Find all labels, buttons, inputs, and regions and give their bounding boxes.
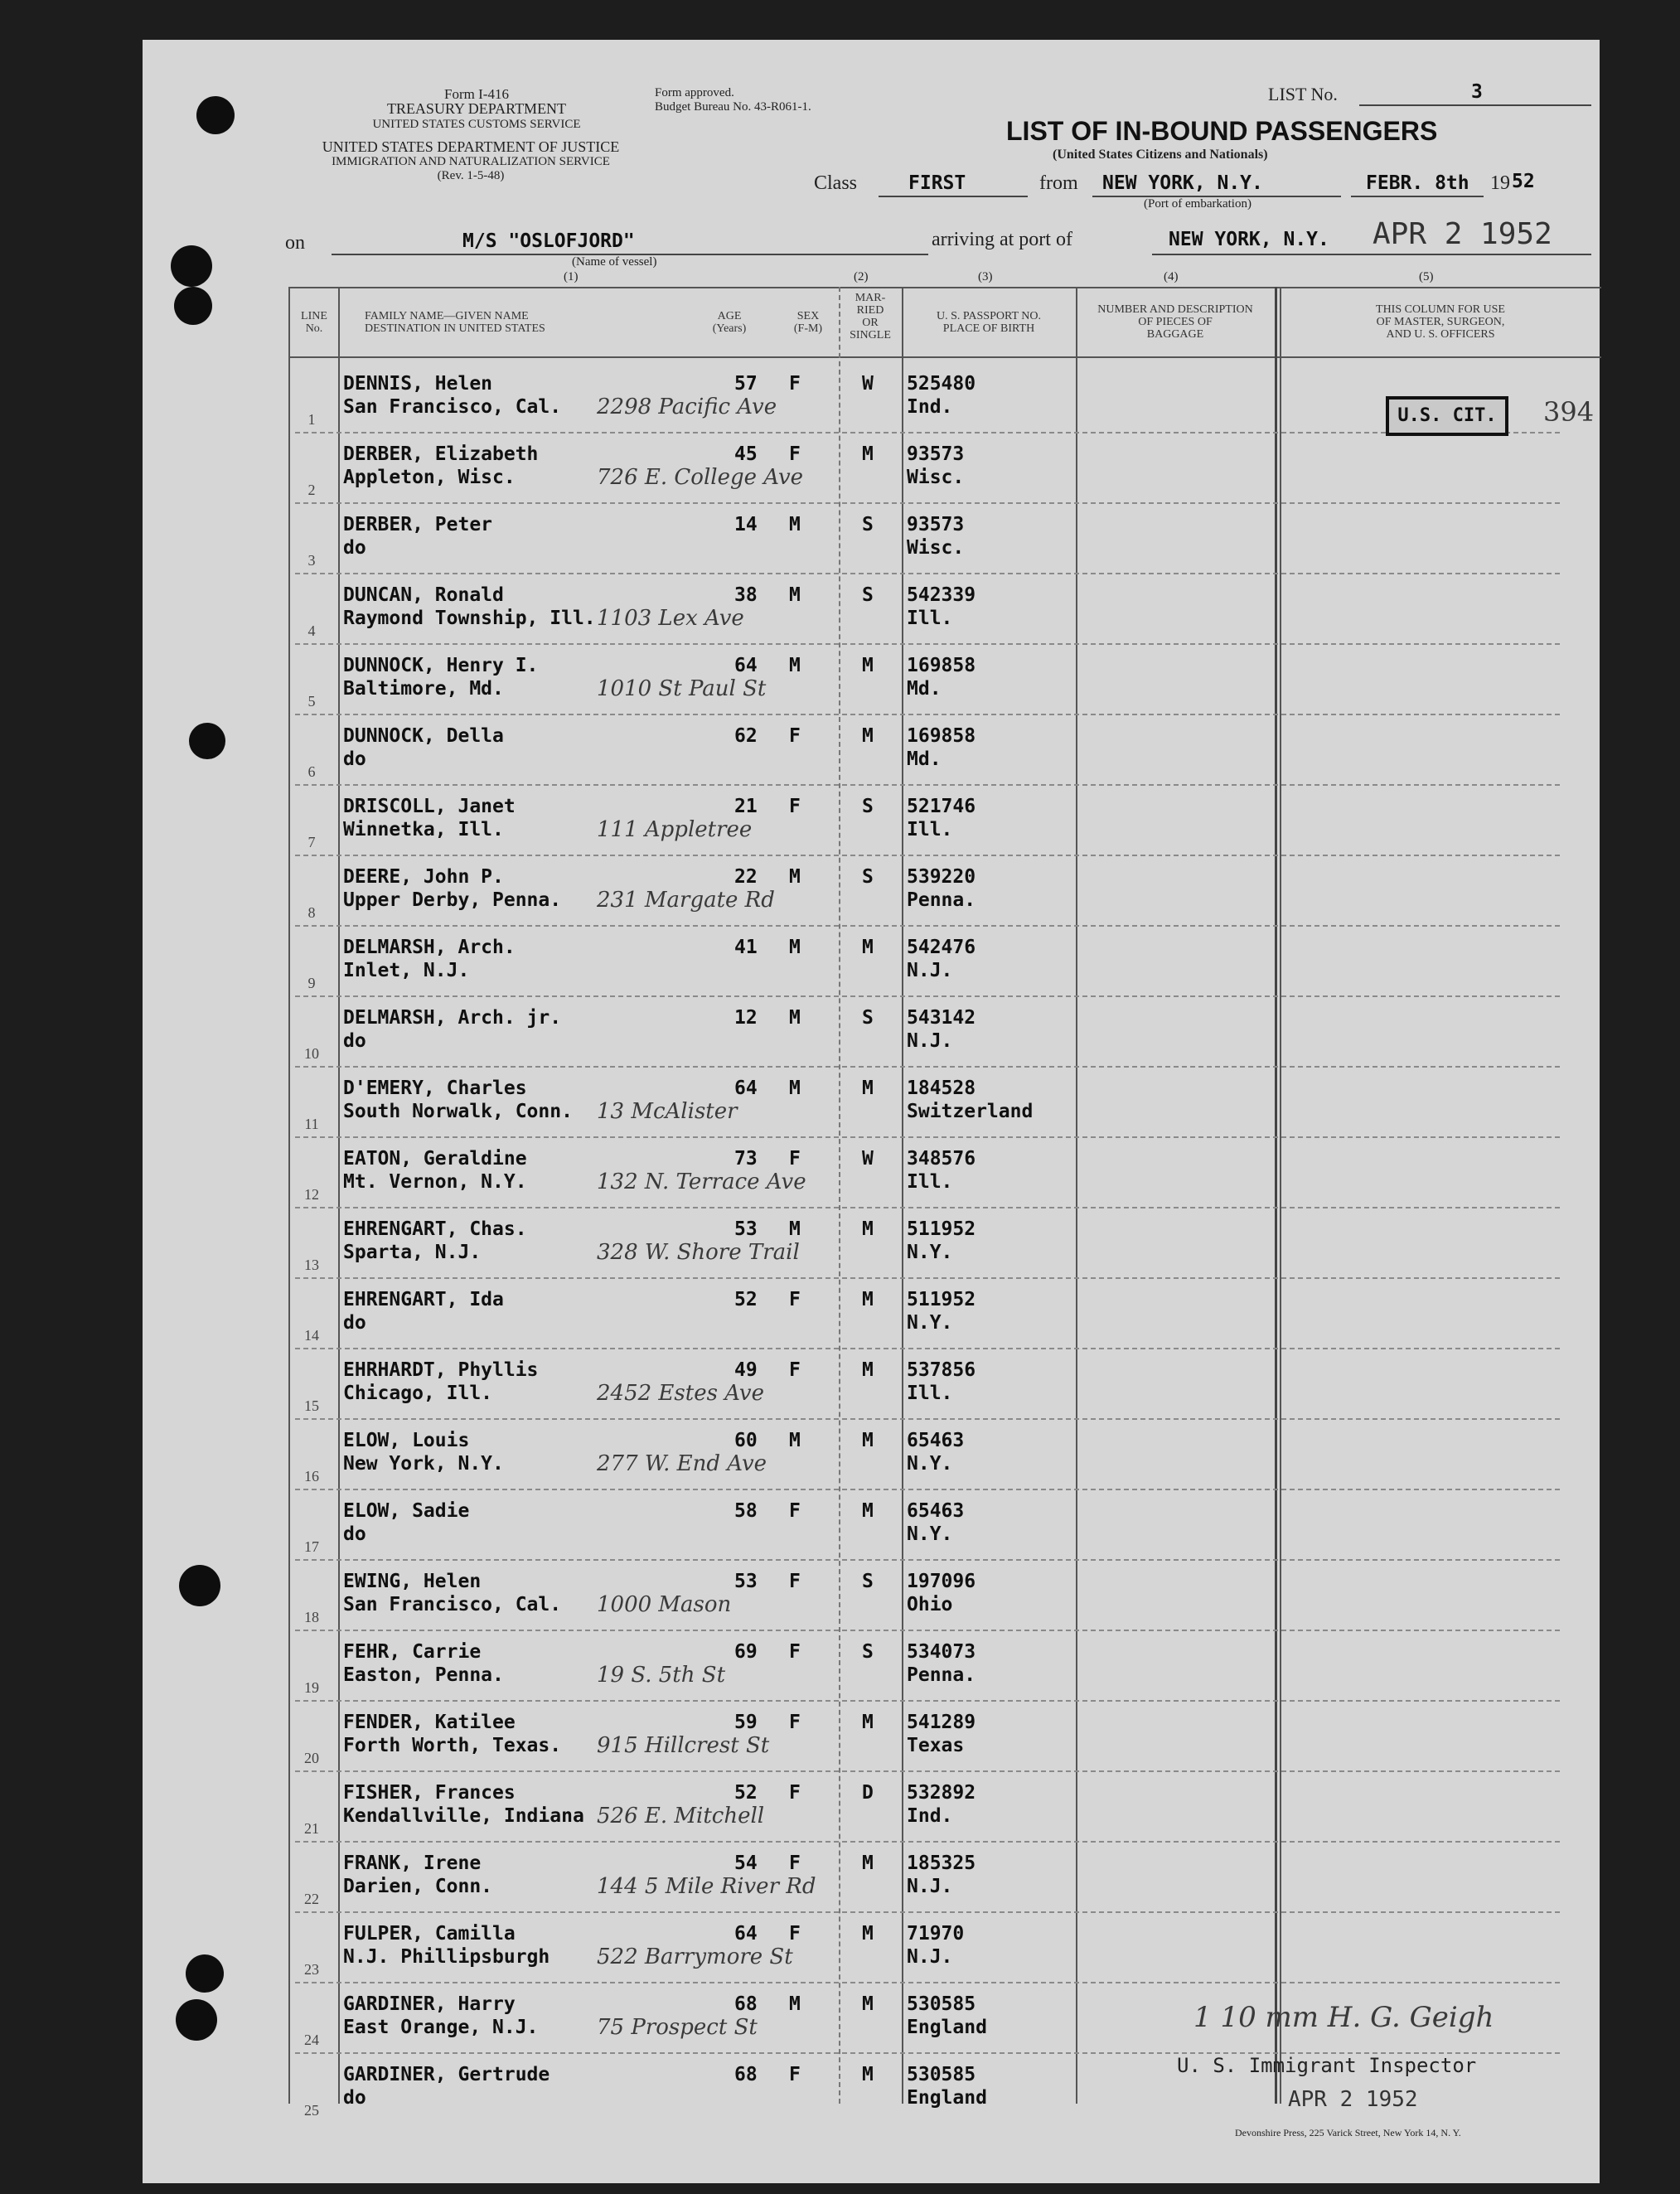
place-of-birth: N.J.	[907, 960, 953, 981]
row-divider	[295, 1559, 1560, 1561]
passenger-age: 73	[734, 1148, 758, 1170]
vessel-name: M/S "OSLOFJORD"	[462, 230, 635, 252]
passenger-destination: New York, N.Y.	[343, 1453, 504, 1475]
us-citizen-stamp: U.S. CIT.	[1386, 396, 1508, 436]
row-divider	[295, 1348, 1560, 1349]
passenger-name: DEERE, John P.	[343, 866, 504, 888]
passenger-name: EATON, Geraldine	[343, 1148, 527, 1170]
handwritten-address: 19 S. 5th St	[597, 1663, 726, 1688]
passport-number: 530585	[907, 2064, 976, 2085]
passenger-sex: F	[789, 443, 801, 465]
passenger-destination: Inlet, N.J.	[343, 960, 470, 981]
punch-hole	[179, 1565, 220, 1606]
passenger-age: 68	[734, 2064, 758, 2085]
marital-status: W	[862, 1148, 874, 1170]
place-of-birth: N.Y.	[907, 1523, 953, 1545]
passenger-destination: San Francisco, Cal.	[343, 396, 562, 418]
passenger-age: 38	[734, 584, 758, 606]
passenger-age: 59	[734, 1712, 758, 1733]
place-of-birth: N.J.	[907, 1946, 953, 1968]
line-number: 1	[307, 411, 316, 428]
row-divider	[295, 1911, 1560, 1913]
place-of-birth: Ill.	[907, 1171, 953, 1193]
passport-number: 534073	[907, 1641, 976, 1663]
passenger-age: 64	[734, 1078, 758, 1099]
marital-status: M	[862, 443, 874, 465]
passenger-name: FENDER, Katilee	[343, 1712, 516, 1733]
line-number: 12	[304, 1186, 319, 1203]
line-number: 19	[304, 1679, 319, 1696]
ins-service: IMMIGRATION AND NATURALIZATION SERVICE	[332, 155, 610, 168]
passport-number: 348576	[907, 1148, 976, 1170]
handwritten-address: 526 E. Mitchell	[597, 1804, 765, 1828]
handwritten-address: 328 W. Shore Trail	[597, 1240, 800, 1265]
passenger-age: 60	[734, 1430, 758, 1451]
budget-bureau: Budget Bureau No. 43-R061-1.	[655, 100, 811, 114]
passenger-name: FULPER, Camilla	[343, 1923, 516, 1945]
marital-status: S	[862, 584, 874, 606]
marital-status: M	[862, 1500, 874, 1522]
row-divider	[295, 855, 1560, 856]
page-title: LIST OF IN-BOUND PASSENGERS	[1006, 116, 1438, 146]
passenger-name: DERBER, Peter	[343, 514, 493, 535]
justice-dept: UNITED STATES DEPARTMENT OF JUSTICE	[322, 138, 620, 155]
on-label: on	[285, 232, 305, 254]
passenger-age: 45	[734, 443, 758, 465]
passport-number: 184528	[907, 1078, 976, 1099]
marital-status: D	[862, 1782, 874, 1804]
passenger-age: 64	[734, 1923, 758, 1945]
inspector-date-stamp: APR 2 1952	[1288, 2087, 1418, 2112]
passport-number: 541289	[907, 1712, 976, 1733]
place-of-birth: Ill.	[907, 1383, 953, 1404]
passport-number: 65463	[907, 1430, 965, 1451]
passenger-sex: M	[789, 866, 801, 888]
marital-status: M	[862, 1923, 874, 1945]
handwritten-address: 726 E. College Ave	[597, 465, 804, 490]
marital-status: M	[862, 1993, 874, 2015]
passenger-sex: M	[789, 937, 801, 958]
passenger-sex: M	[789, 1007, 801, 1029]
handwritten-address: 144 5 Mile River Rd	[597, 1874, 816, 1899]
place-of-birth: Penna.	[907, 1664, 976, 1686]
passenger-age: 52	[734, 1782, 758, 1804]
customs-service: UNITED STATES CUSTOMS SERVICE	[372, 118, 581, 131]
passport-number: 185325	[907, 1853, 976, 1874]
line-number: 13	[304, 1257, 319, 1273]
line-number: 5	[307, 693, 316, 710]
row-divider	[295, 784, 1560, 786]
passenger-name: EWING, Helen	[343, 1571, 482, 1592]
printer-imprint: Devonshire Press, 225 Varick Street, New York 14, N. Y.	[1235, 2127, 1461, 2138]
table-frame	[288, 287, 1601, 2105]
passport-number: 539220	[907, 866, 976, 888]
passenger-age: 21	[734, 796, 758, 817]
passenger-sex: F	[789, 1782, 801, 1804]
line-number: 17	[304, 1538, 319, 1555]
line-number: 21	[304, 1820, 319, 1837]
passenger-destination: Winnetka, Ill.	[343, 819, 504, 840]
passenger-age: 69	[734, 1641, 758, 1663]
col-num-4: (4)	[1164, 270, 1179, 283]
col-num-5: (5)	[1419, 270, 1434, 283]
col-num-2: (2)	[854, 270, 869, 283]
place-of-birth: N.Y.	[907, 1242, 953, 1263]
passenger-destination: do	[343, 748, 366, 770]
line-number: 18	[304, 1609, 319, 1625]
page-subtitle: (United States Citizens and Nationals)	[1053, 148, 1268, 162]
marital-status: M	[862, 1359, 874, 1381]
col-num-1: (1)	[564, 270, 579, 283]
passport-number: 65463	[907, 1500, 965, 1522]
passport-number: 525480	[907, 373, 976, 395]
handwritten-address: 522 Barrymore St	[597, 1945, 793, 1969]
passenger-destination: do	[343, 2087, 366, 2109]
passenger-sex: F	[789, 1359, 801, 1381]
marital-status: M	[862, 1853, 874, 1874]
line-number: 23	[304, 1961, 319, 1978]
passenger-sex: F	[789, 1641, 801, 1663]
col-header-officers: THIS COLUMN FOR USE OF MASTER, SURGEON, AND U. S. OFFICERS	[1376, 303, 1505, 341]
passenger-age: 64	[734, 655, 758, 676]
passenger-sex: M	[789, 655, 801, 676]
passenger-destination: Raymond Township, Ill.	[343, 608, 596, 629]
treasury-dept: TREASURY DEPARTMENT	[386, 100, 567, 117]
line-number: 11	[304, 1116, 319, 1132]
embark-port-caption: (Port of embarkation)	[1144, 197, 1252, 211]
line-number: 8	[307, 904, 316, 921]
marital-status: S	[862, 1571, 874, 1592]
row-divider	[295, 925, 1560, 927]
punch-hole	[189, 723, 225, 759]
passenger-destination: Mt. Vernon, N.Y.	[343, 1171, 527, 1193]
passenger-name: DUNCAN, Ronald	[343, 584, 504, 606]
passenger-destination: Appleton, Wisc.	[343, 467, 516, 488]
passenger-destination: South Norwalk, Conn.	[343, 1101, 573, 1122]
passenger-name: DELMARSH, Arch.	[343, 937, 516, 958]
place-of-birth: Penna.	[907, 889, 976, 911]
place-of-birth: Ill.	[907, 608, 953, 629]
marital-status: M	[862, 1218, 874, 1240]
col-header-sex: SEX (F-M)	[793, 310, 823, 335]
passport-number: 530585	[907, 1993, 976, 2015]
passport-number: 543142	[907, 1007, 976, 1029]
marital-status: M	[862, 655, 874, 676]
place-of-birth: Ind.	[907, 1805, 953, 1827]
col-num-3: (3)	[978, 270, 993, 283]
marital-status: M	[862, 1712, 874, 1733]
place-of-birth: N.Y.	[907, 1453, 953, 1475]
passenger-destination: do	[343, 1030, 366, 1052]
passenger-name: FRANK, Irene	[343, 1853, 482, 1874]
passenger-sex: F	[789, 373, 801, 395]
passenger-destination: Darien, Conn.	[343, 1876, 493, 1897]
inspector-signature: 1 10 mm H. G. Geigh	[1193, 2001, 1494, 2034]
passenger-destination: Upper Derby, Penna.	[343, 889, 562, 911]
officer-count: 394	[1543, 396, 1595, 428]
form-revision: (Rev. 1-5-48)	[437, 169, 505, 182]
form-number: Form I-416	[444, 86, 509, 102]
line-number: 25	[304, 2102, 319, 2119]
marital-status: S	[862, 796, 874, 817]
handwritten-address: 132 N. Terrace Ave	[597, 1170, 806, 1194]
passenger-destination: Sparta, N.J.	[343, 1242, 482, 1263]
passenger-sex: M	[789, 1993, 801, 2015]
col-header-passport: U. S. PASSPORT NO. PLACE OF BIRTH	[937, 310, 1041, 335]
passenger-destination: Easton, Penna.	[343, 1664, 504, 1686]
row-divider	[295, 1277, 1560, 1279]
row-divider	[295, 714, 1560, 715]
arriving-label: arriving at port of	[932, 229, 1072, 250]
col-header-age: AGE (Years)	[712, 310, 747, 335]
row-divider	[295, 643, 1560, 645]
marital-status: M	[862, 1430, 874, 1451]
passenger-age: 12	[734, 1007, 758, 1029]
passenger-sex: F	[789, 796, 801, 817]
passenger-name: DRISCOLL, Janet	[343, 796, 516, 817]
passenger-sex: F	[789, 1500, 801, 1522]
place-of-birth: Wisc.	[907, 467, 965, 488]
place-of-birth: Md.	[907, 748, 942, 770]
passport-number: 93573	[907, 443, 965, 465]
place-of-birth: N.J.	[907, 1876, 953, 1897]
handwritten-address: 2298 Pacific Ave	[597, 395, 777, 419]
passport-number: 197096	[907, 1571, 976, 1592]
arrival-date-stamp: APR 2 1952	[1373, 217, 1552, 251]
col-header-married: MAR- RIED OR SINGLE	[850, 292, 891, 341]
passport-number: 521746	[907, 796, 976, 817]
passenger-sex: M	[789, 584, 801, 606]
passenger-name: D'EMERY, Charles	[343, 1078, 527, 1099]
list-label: LIST No.	[1268, 84, 1338, 104]
line-number: 9	[307, 975, 316, 991]
vessel-caption: (Name of vessel)	[572, 255, 657, 269]
handwritten-address: 111 Appletree	[597, 817, 753, 842]
passenger-name: GARDINER, Gertrude	[343, 2064, 550, 2085]
class-label: Class	[814, 172, 858, 194]
line-number: 16	[304, 1468, 319, 1484]
passenger-sex: M	[789, 1218, 801, 1240]
passenger-sex: M	[789, 1078, 801, 1099]
passenger-destination: do	[343, 1312, 366, 1334]
passenger-sex: F	[789, 2064, 801, 2085]
handwritten-address: 277 W. End Ave	[597, 1451, 767, 1476]
row-divider	[295, 1700, 1560, 1702]
passport-number: 169858	[907, 725, 976, 747]
place-of-birth: N.J.	[907, 1030, 953, 1052]
passenger-sex: M	[789, 514, 801, 535]
line-number: 3	[307, 552, 316, 569]
passenger-sex: F	[789, 725, 801, 747]
passenger-age: 14	[734, 514, 758, 535]
inspector-label: U. S. Immigrant Inspector	[1177, 2054, 1477, 2077]
passenger-age: 53	[734, 1218, 758, 1240]
from-label: from	[1039, 172, 1078, 194]
form-approved: Form approved.	[655, 86, 734, 99]
col-header-baggage: NUMBER AND DESCRIPTION OF PIECES OF BAGGAGE	[1097, 303, 1253, 341]
row-divider	[295, 1770, 1560, 1772]
passport-number: 71970	[907, 1923, 965, 1945]
passenger-name: DUNNOCK, Henry I.	[343, 655, 539, 676]
place-of-birth: Ohio	[907, 1594, 953, 1615]
passenger-name: GARDINER, Harry	[343, 1993, 516, 2015]
arrival-port: NEW YORK, N.Y.	[1169, 229, 1329, 250]
marital-status: S	[862, 1007, 874, 1029]
row-divider	[295, 1841, 1560, 1843]
passenger-name: DELMARSH, Arch. jr.	[343, 1007, 562, 1029]
passenger-name: EHRENGART, Chas.	[343, 1218, 527, 1240]
col-header-line: LINE No.	[301, 310, 327, 335]
line-number: 2	[307, 482, 316, 498]
marital-status: M	[862, 1289, 874, 1310]
place-of-birth: N.Y.	[907, 1312, 953, 1334]
row-divider	[295, 1207, 1560, 1208]
line-number: 24	[304, 2032, 319, 2048]
passenger-destination: Chicago, Ill.	[343, 1383, 493, 1404]
passenger-name: EHRENGART, Ida	[343, 1289, 504, 1310]
row-divider	[295, 573, 1560, 574]
line-number: 4	[307, 622, 316, 639]
place-of-birth: Ind.	[907, 396, 953, 418]
passenger-name: FISHER, Frances	[343, 1782, 516, 1804]
marital-status: M	[862, 2064, 874, 2085]
punch-hole	[196, 96, 235, 134]
passenger-sex: F	[789, 1148, 801, 1170]
place-of-birth: Ill.	[907, 819, 953, 840]
line-number: 15	[304, 1397, 319, 1414]
passenger-destination: do	[343, 1523, 366, 1545]
passenger-sex: F	[789, 1923, 801, 1945]
punch-hole	[176, 1999, 217, 2041]
handwritten-address: 1000 Mason	[597, 1592, 732, 1617]
passenger-age: 52	[734, 1289, 758, 1310]
passenger-age: 53	[734, 1571, 758, 1592]
passport-number: 93573	[907, 514, 965, 535]
col-header-name: FAMILY NAME—GIVEN NAME DESTINATION IN UNITED STATES	[365, 310, 545, 335]
passenger-destination: Baltimore, Md.	[343, 678, 504, 700]
row-divider	[295, 1489, 1560, 1490]
marital-status: M	[862, 725, 874, 747]
passenger-age: 22	[734, 866, 758, 888]
row-divider	[295, 432, 1560, 433]
punch-hole	[174, 287, 212, 325]
passport-number: 511952	[907, 1289, 976, 1310]
embark-port: NEW YORK, N.Y.	[1102, 172, 1263, 194]
line-number: 10	[304, 1045, 319, 1062]
handwritten-address: 75 Prospect St	[597, 2015, 758, 2040]
passenger-sex: F	[789, 1853, 801, 1874]
passenger-name: FEHR, Carrie	[343, 1641, 482, 1663]
passenger-name: EHRHARDT, Phyllis	[343, 1359, 539, 1381]
handwritten-address: 2452 Estes Ave	[597, 1381, 764, 1406]
passenger-destination: Forth Worth, Texas.	[343, 1735, 562, 1756]
passenger-age: 57	[734, 373, 758, 395]
marital-status: W	[862, 373, 874, 395]
punch-hole	[186, 1954, 224, 1993]
passenger-destination: San Francisco, Cal.	[343, 1594, 562, 1615]
passport-number: 542339	[907, 584, 976, 606]
passenger-age: 58	[734, 1500, 758, 1522]
passenger-age: 62	[734, 725, 758, 747]
year-value: 52	[1512, 171, 1535, 192]
passenger-name: ELOW, Sadie	[343, 1500, 470, 1522]
punch-hole	[171, 245, 212, 287]
marital-status: S	[862, 866, 874, 888]
passport-number: 511952	[907, 1218, 976, 1240]
passport-number: 537856	[907, 1359, 976, 1381]
passenger-destination: N.J. Phillipsburgh	[343, 1946, 550, 1968]
row-divider	[295, 1418, 1560, 1420]
handwritten-address: 231 Margate Rd	[597, 888, 775, 913]
passport-number: 542476	[907, 937, 976, 958]
passenger-sex: F	[789, 1712, 801, 1733]
passenger-age: 49	[734, 1359, 758, 1381]
passenger-name: DUNNOCK, Della	[343, 725, 504, 747]
year-prefix: 19	[1490, 172, 1510, 194]
line-number: 20	[304, 1750, 319, 1766]
marital-status: M	[862, 1078, 874, 1099]
passenger-name: DENNIS, Helen	[343, 373, 493, 395]
handwritten-address: 1103 Lex Ave	[597, 606, 744, 631]
place-of-birth: Switzerland	[907, 1101, 1034, 1122]
handwritten-address: 1010 St Paul St	[597, 676, 767, 701]
passenger-age: 54	[734, 1853, 758, 1874]
passenger-destination: East Orange, N.J.	[343, 2017, 539, 2038]
passenger-age: 68	[734, 1993, 758, 2015]
passenger-destination: Kendallville, Indiana	[343, 1805, 584, 1827]
class-value: FIRST	[908, 172, 966, 194]
marital-status: M	[862, 937, 874, 958]
place-of-birth: England	[907, 2017, 987, 2038]
line-number: 22	[304, 1891, 319, 1907]
departure-date: FEBR. 8th	[1366, 172, 1469, 194]
row-divider	[295, 1982, 1560, 1983]
passport-number: 169858	[907, 655, 976, 676]
list-number: 3	[1471, 81, 1483, 103]
passport-number: 532892	[907, 1782, 976, 1804]
passenger-destination: do	[343, 537, 366, 559]
row-divider	[295, 1066, 1560, 1068]
row-divider	[295, 995, 1560, 997]
row-divider	[295, 1630, 1560, 1631]
place-of-birth: England	[907, 2087, 987, 2109]
line-number: 14	[304, 1327, 319, 1344]
line-number: 6	[307, 763, 316, 780]
passenger-name: ELOW, Louis	[343, 1430, 470, 1451]
passenger-name: DERBER, Elizabeth	[343, 443, 539, 465]
marital-status: S	[862, 514, 874, 535]
handwritten-address: 13 McAlister	[597, 1099, 738, 1124]
marital-status: S	[862, 1641, 874, 1663]
handwritten-address: 915 Hillcrest St	[597, 1733, 770, 1758]
passenger-age: 41	[734, 937, 758, 958]
place-of-birth: Texas	[907, 1735, 965, 1756]
row-divider	[295, 1136, 1560, 1138]
line-number: 7	[307, 834, 316, 850]
passenger-sex: M	[789, 1430, 801, 1451]
place-of-birth: Md.	[907, 678, 942, 700]
passenger-sex: F	[789, 1571, 801, 1592]
row-divider	[295, 502, 1560, 504]
place-of-birth: Wisc.	[907, 537, 965, 559]
passenger-sex: F	[789, 1289, 801, 1310]
